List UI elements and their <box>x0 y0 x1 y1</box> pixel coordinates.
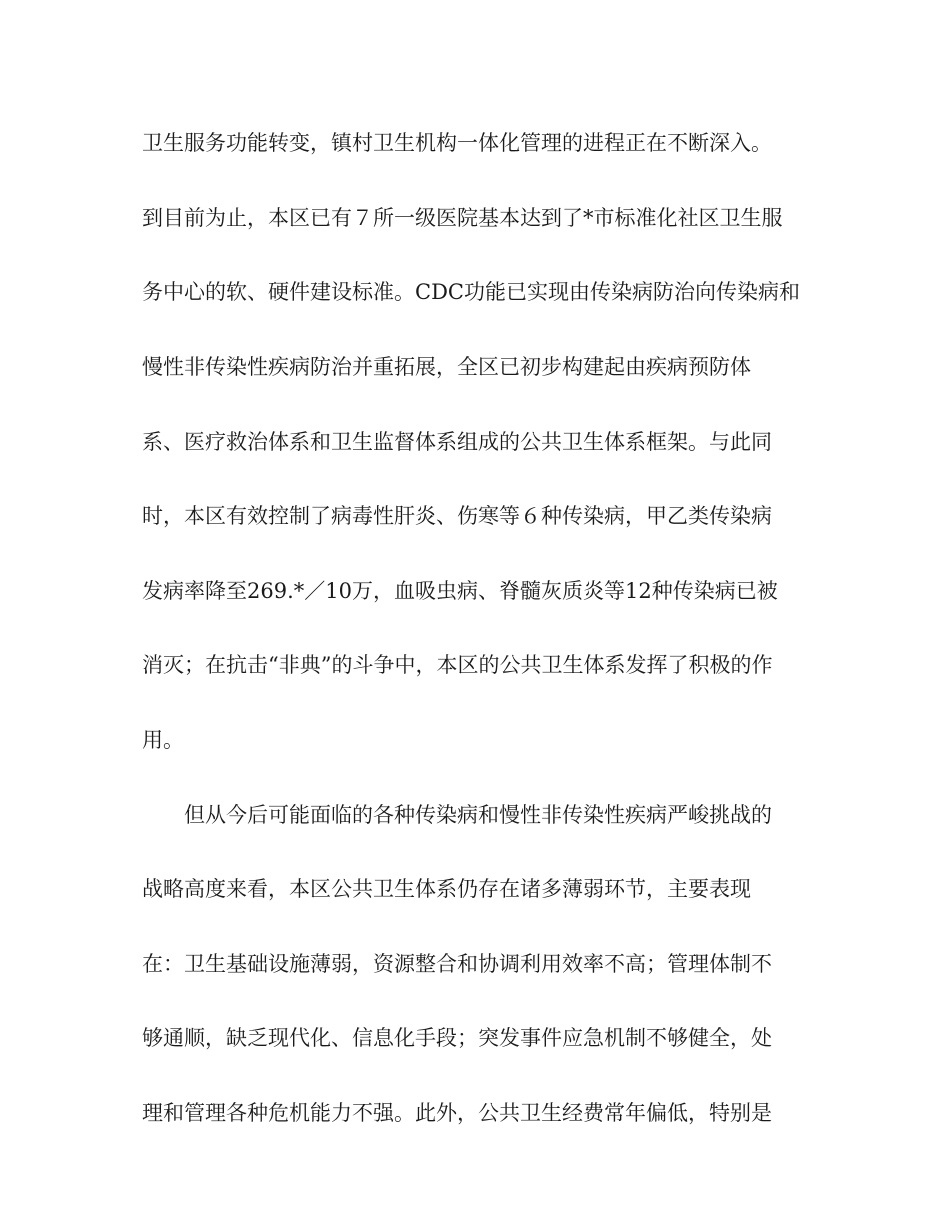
paragraph-line: 战略高度来看，本区公共卫生体系仍存在诸多薄弱环节，主要表现 <box>142 877 751 901</box>
paragraph-line: 慢性非传染性疾病防治并重拓展，全区已初步构建起由疾病预防体 <box>142 355 751 379</box>
paragraph-line: 时，本区有效控制了病毒性肝炎、伤寒等６种传染病，甲乙类传染病 <box>142 504 772 528</box>
paragraph-line: 用。 <box>142 728 184 752</box>
paragraph-line: 够通顺，缺乏现代化、信息化手段；突发事件应急机制不够健全，处 <box>142 1026 772 1050</box>
paragraph-line: 务中心的软、硬件建设标准。CDC功能已实现由传染病防治向传染病和 <box>142 280 800 304</box>
paragraph-line: 到目前为止，本区已有７所一级医院基本达到了*市标准化社区卫生服 <box>142 206 783 230</box>
paragraph-line: 理和管理各种危机能力不强。此外，公共卫生经费常年偏低，特别是 <box>142 1101 772 1125</box>
paragraph-line: 卫生服务功能转变，镇村卫生机构一体化管理的进程正在不断深入。 <box>142 131 772 155</box>
paragraph-line: 系、医疗救治体系和卫生监督体系组成的公共卫生体系框架。与此同 <box>142 430 772 454</box>
paragraph-line: 发病率降至269.*／10万，血吸虫病、脊髓灰质炎等12种传染病已被 <box>142 579 778 603</box>
paragraph-line: 但从今后可能面临的各种传染病和慢性非传染性疾病严峻挑战的 <box>184 803 772 827</box>
paragraph-line: 在：卫生基础设施薄弱，资源整合和协调利用效率不高；管理体制不 <box>142 952 772 976</box>
paragraph-line: 消灭；在抗击“非典”的斗争中，本区的公共卫生体系发挥了积极的作 <box>142 653 773 677</box>
